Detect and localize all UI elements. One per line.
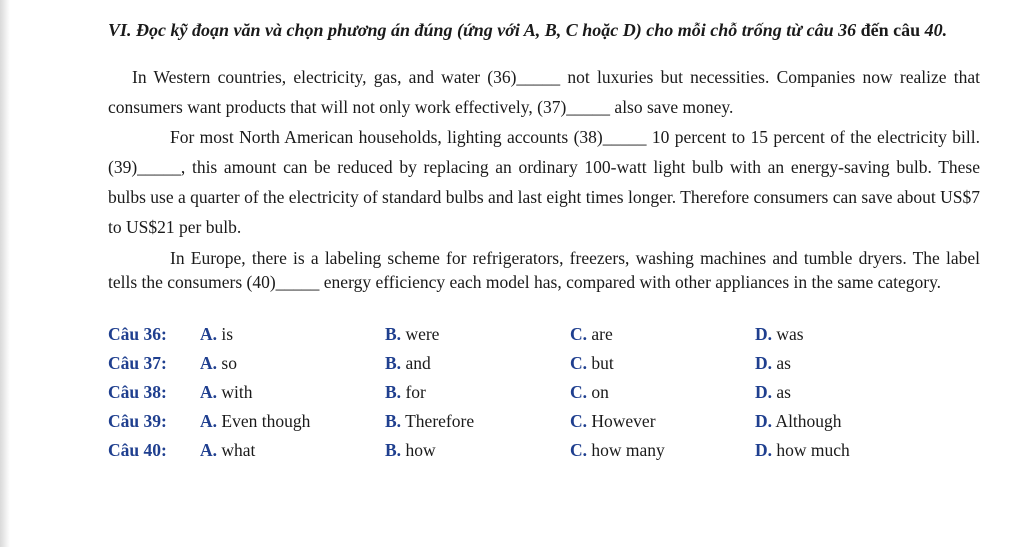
option-letter: C. bbox=[570, 324, 588, 344]
option-letter: D. bbox=[755, 411, 773, 431]
passage-paragraph-2: For most North American households, lighting accounts (38)_____ 10 percent to 15 percent of the electricity bill. (39)_____, this amount can be reduced by replacing an ordinary 100-watt light bulb with an energy-saving bulb. These bulbs use a quarter of the electricity of standard bulbs and last eight times longer. Therefore consumers can save about US$7 to US$21 per bulb. bbox=[108, 127, 980, 237]
heading-text: VI. Đọc kỹ đoạn văn và chọn phương án đúng (ứng với A, B, C hoặc D) cho mỗi chỗ trống từ câu bbox=[108, 20, 839, 40]
passage-paragraph-1: In Western countries, electricity, gas, and water (36)_____ not luxuries but necessities. Companies now realize that consumers want products that will not only work effectively, (37)_____ also save money. bbox=[108, 67, 980, 117]
option-text: but bbox=[587, 353, 614, 373]
page-edge-shadow bbox=[0, 0, 10, 547]
question-row-40 bbox=[108, 436, 980, 465]
option-text: as bbox=[772, 382, 791, 402]
question-label: Câu 37: bbox=[108, 353, 167, 373]
option-letter: B. bbox=[385, 353, 402, 373]
option-letter: D. bbox=[755, 382, 773, 402]
question-row-39 bbox=[108, 407, 980, 436]
question-label: Câu 39: bbox=[108, 411, 167, 431]
option-text: are bbox=[587, 324, 613, 344]
document-page bbox=[108, 18, 980, 465]
option-b[interactable] bbox=[385, 378, 570, 407]
option-text: Therefore bbox=[401, 411, 475, 431]
section-heading bbox=[108, 18, 980, 42]
option-b[interactable] bbox=[385, 349, 570, 378]
question-label: Câu 40: bbox=[108, 440, 167, 460]
option-c[interactable] bbox=[570, 378, 755, 407]
option-letter: D. bbox=[755, 324, 773, 344]
option-text: as bbox=[772, 353, 791, 373]
option-text: so bbox=[217, 353, 237, 373]
question-label: Câu 38: bbox=[108, 382, 167, 402]
option-letter: D. bbox=[755, 353, 773, 373]
question-row-38 bbox=[108, 378, 980, 407]
option-letter: A. bbox=[200, 440, 218, 460]
passage-paragraph-3: In Europe, there is a labeling scheme for refrigerators, freezers, washing machines and tumble dryers. The label tells the consumers (40)_____ energy efficiency each model has, compared with other appliances in the same category. bbox=[108, 248, 980, 292]
heading-middle: đến câu bbox=[856, 20, 925, 40]
option-text: how much bbox=[772, 440, 850, 460]
option-c[interactable] bbox=[570, 407, 755, 436]
option-text: However bbox=[587, 411, 656, 431]
option-letter: D. bbox=[755, 440, 773, 460]
option-letter: A. bbox=[200, 324, 218, 344]
option-d[interactable] bbox=[755, 349, 940, 378]
option-text: were bbox=[401, 324, 440, 344]
option-a[interactable] bbox=[200, 407, 385, 436]
option-c[interactable] bbox=[570, 436, 755, 465]
option-text: is bbox=[217, 324, 234, 344]
question-label: Câu 36: bbox=[108, 324, 167, 344]
option-b[interactable] bbox=[385, 436, 570, 465]
option-text: on bbox=[587, 382, 609, 402]
option-text: Even though bbox=[217, 411, 311, 431]
option-letter: C. bbox=[570, 353, 588, 373]
heading-num-end: 40. bbox=[924, 20, 948, 40]
option-letter: A. bbox=[200, 382, 218, 402]
option-letter: B. bbox=[385, 324, 402, 344]
option-letter: A. bbox=[200, 411, 218, 431]
option-b[interactable] bbox=[385, 320, 570, 349]
option-d[interactable] bbox=[755, 378, 940, 407]
option-letter: C. bbox=[570, 382, 588, 402]
option-d[interactable] bbox=[755, 436, 940, 465]
option-a[interactable] bbox=[200, 349, 385, 378]
option-letter: C. bbox=[570, 440, 588, 460]
option-a[interactable] bbox=[200, 436, 385, 465]
question-row-36 bbox=[108, 320, 980, 349]
option-c[interactable] bbox=[570, 320, 755, 349]
option-text: how many bbox=[587, 440, 665, 460]
option-letter: A. bbox=[200, 353, 218, 373]
option-letter: B. bbox=[385, 440, 402, 460]
option-letter: B. bbox=[385, 382, 402, 402]
heading-num-start: 36 bbox=[838, 20, 857, 40]
option-letter: B. bbox=[385, 411, 402, 431]
option-c[interactable] bbox=[570, 349, 755, 378]
option-a[interactable] bbox=[200, 378, 385, 407]
option-text: how bbox=[401, 440, 436, 460]
option-text: for bbox=[401, 382, 426, 402]
option-text: Although bbox=[772, 411, 842, 431]
option-d[interactable] bbox=[755, 320, 940, 349]
question-row-37 bbox=[108, 349, 980, 378]
option-letter: C. bbox=[570, 411, 588, 431]
option-text: what bbox=[217, 440, 256, 460]
answer-options-table bbox=[108, 320, 980, 465]
option-text: with bbox=[217, 382, 253, 402]
option-d[interactable] bbox=[755, 407, 940, 436]
option-a[interactable] bbox=[200, 320, 385, 349]
option-text: was bbox=[772, 324, 804, 344]
option-text: and bbox=[401, 353, 431, 373]
option-b[interactable] bbox=[385, 407, 570, 436]
